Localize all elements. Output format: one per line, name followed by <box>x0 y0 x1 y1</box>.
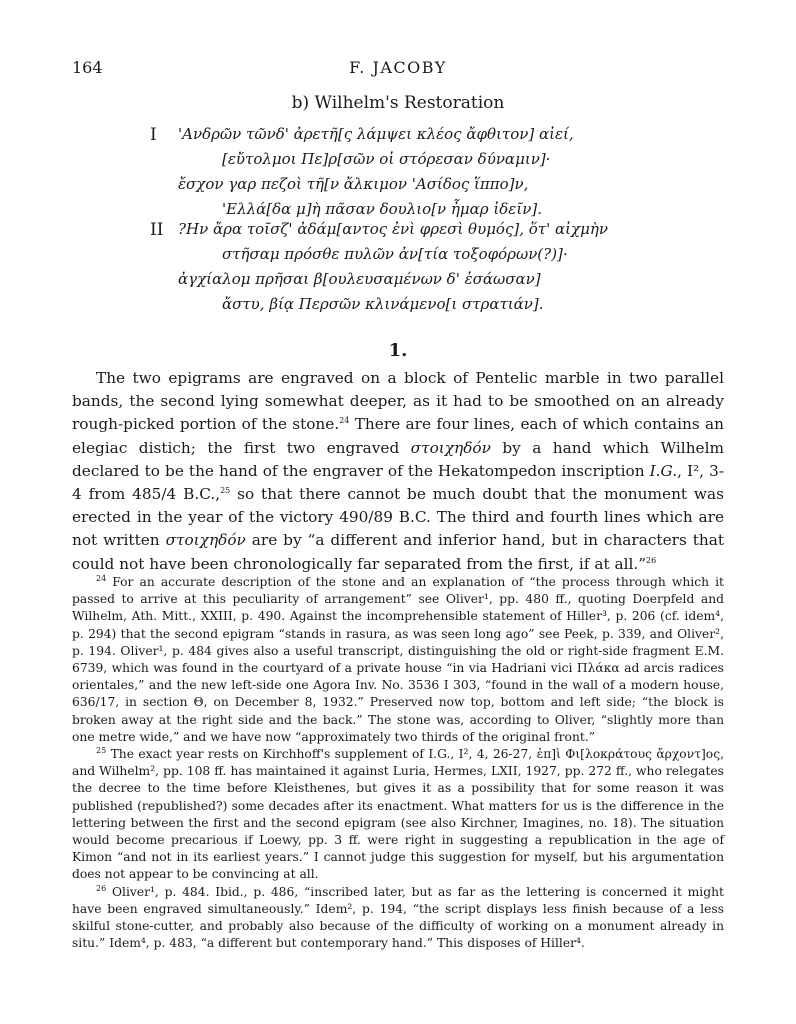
footnote-marker: 25 <box>96 745 107 755</box>
epigram-line: ἔσχον γαρ πεζοὶ τῆ[ν ἄλκιμον 'Ασίδος ἵππο]ν, <box>178 175 529 193</box>
body-text-run: There are four lines, each of which contains an elegiac distich; the first two engraved <box>72 415 724 457</box>
footnote-text: Oliver¹, p. 484. Ibid., p. 486, “inscribed later, but as far as the lettering is concerned it might have been engraved simultaneously.” Idem², p. 194, “the script displays less finish because of a less skilful stone-cutter, and probably also because of the difficulty of working on a monument already in situ.” Idem⁴, p. 483, “a different but contemporary hand.” This disposes of Hiller⁴. <box>72 884 724 951</box>
footnote-ref[interactable]: 25 <box>220 485 231 495</box>
section-number: 1. <box>388 340 408 361</box>
epigram-numeral: I <box>150 125 157 145</box>
footnote-text: For an accurate description of the stone and an explanation of “the process through which it passed to arrive at this peculiarity of arrangement” see Oliver¹, pp. 480 ff., quoting Doerpfeld and Wilhelm, Ath. Mitt., XXIII, p. 490. Against the incomprehensible statement of Hiller³, p. 206 (cf. idem⁴, p. 294) that the second epigram “stands in rasura, as was seen long ago” see Peek, p. 339, and Oliver², p. 194. Oliver¹, p. 484 gives also a useful transcript, distinguishing the old or right-side fragment E.M. 6739, which was found in the courtyard of a private house “in via Hadriani vici Πλάκα ad arcis radices orientales,” and the new left-side one Agora Inv. No. 3536 I 303, “found in the wall of a modern house, 636/17, in section Θ, on December 8, 1932.” Preserved now top, bottom and left side; “the block is broken away at the right side and the back.” The stone was, according to Oliver, “slightly more than one metre wide,” and we have now “approximately two thirds of the original front.” <box>72 575 724 744</box>
footnote-marker: 24 <box>96 573 107 583</box>
body-paragraph <box>72 367 724 576</box>
running-head-author: F. JACOBY <box>349 58 447 77</box>
body-text-run: by a hand which Wilhelm declared to be the hand of the engraver of the Hekatompedon inscription <box>72 438 725 480</box>
greek-term: στοιχηδόν <box>410 438 491 457</box>
epigram-line: [εὔτολμοι Πε]ρ[σῶν οἱ στόρεσαν δύναμιν]· <box>222 150 551 168</box>
footnote-text: The exact year rests on Kirchhoff's supplement of I.G., I², 4, 26-27, ἐπ]ὶ Φι[λοκράτους ἄρχοντ]ος, and Wilhelm², pp. 108 ff. has maintained it against Luria, Hermes, LXII, 1927, pp. 272 ff., who relegates the decree to the time before Kleisthenes, but gives it as a possibility that for some reason it was published (republished?) some decades after its enactment. What matters for us is the difference in the lettering between the first and the second epigram (see also Kirchner, Imagines, no. 18). The situation would become precarious if Loewy, pp. 3 ff. were right in suggesting a republication in the age of Kimon “and not in its earliest years.” I cannot judge this suggestion for myself, but his argumentation does not appear to be convincing at all. <box>72 747 724 882</box>
epigram-line: ἀγχίαλομ πρῆσαι β[ουλευσαμένων δ' ἐσάωσαν] <box>178 270 541 288</box>
footnote-24 <box>72 574 724 746</box>
body-text-run: are by “a different and inferior hand, but in characters that could not have been chronologically far separated from the first, if at all.” <box>72 531 724 573</box>
body-text-run: The two epigrams are engraved on a block of Pentelic marble in two parallel bands, the second lying somewhat deeper, as it had to be smoothed on an already rough-picked portion of the stone. <box>72 369 724 434</box>
greek-term: στοιχηδόν <box>165 531 246 550</box>
footnote-marker: 26 <box>96 883 107 893</box>
epigram-line: ?Ην ἄρα τοῖσζ' ἀδάμ[αντος ἐνὶ φρεσὶ θυμός], ὅτ' αἰχμὴν <box>178 220 608 238</box>
body-text-run: so that there cannot be much doubt that the monument was erected in the year of the victory 490/89 B.C. The third and fourth lines which are not written <box>72 485 724 550</box>
epigram-numeral: II <box>150 220 164 240</box>
body-text <box>72 367 724 576</box>
footnote-ref[interactable]: 26 <box>646 555 657 565</box>
footnotes <box>72 574 724 952</box>
footnote-26 <box>72 884 724 953</box>
epigram-line: ἄστυ, βίᾳ Περσῶν κλινάμενο[ι στρατιάν]. <box>222 295 544 313</box>
footnote-ref[interactable]: 24 <box>339 416 350 426</box>
section-title: b) Wilhelm's Restoration <box>291 93 505 113</box>
running-head <box>72 58 724 82</box>
page-number: 164 <box>72 58 103 77</box>
footnote-25 <box>72 746 724 884</box>
epigram-line: 'Ελλά[δα μ]ὴ πᾶσαν δουλιο[ν ἦμαρ ἰδεῖν]. <box>222 200 542 218</box>
epigram-line: στῆσαμ πρόσθε πυλῶν ἀν[τία τοξοφόρων(?)]· <box>222 245 568 263</box>
citation-ig: I.G. <box>649 461 678 480</box>
epigram-line: 'Ανδρῶν τῶνδ' ἀρετῆ[ς λάμψει κλέος ἄφθιτον] αἰεί, <box>178 125 574 143</box>
body-text-run: , I², 3-4 from 485/4 B.C., <box>72 461 724 504</box>
